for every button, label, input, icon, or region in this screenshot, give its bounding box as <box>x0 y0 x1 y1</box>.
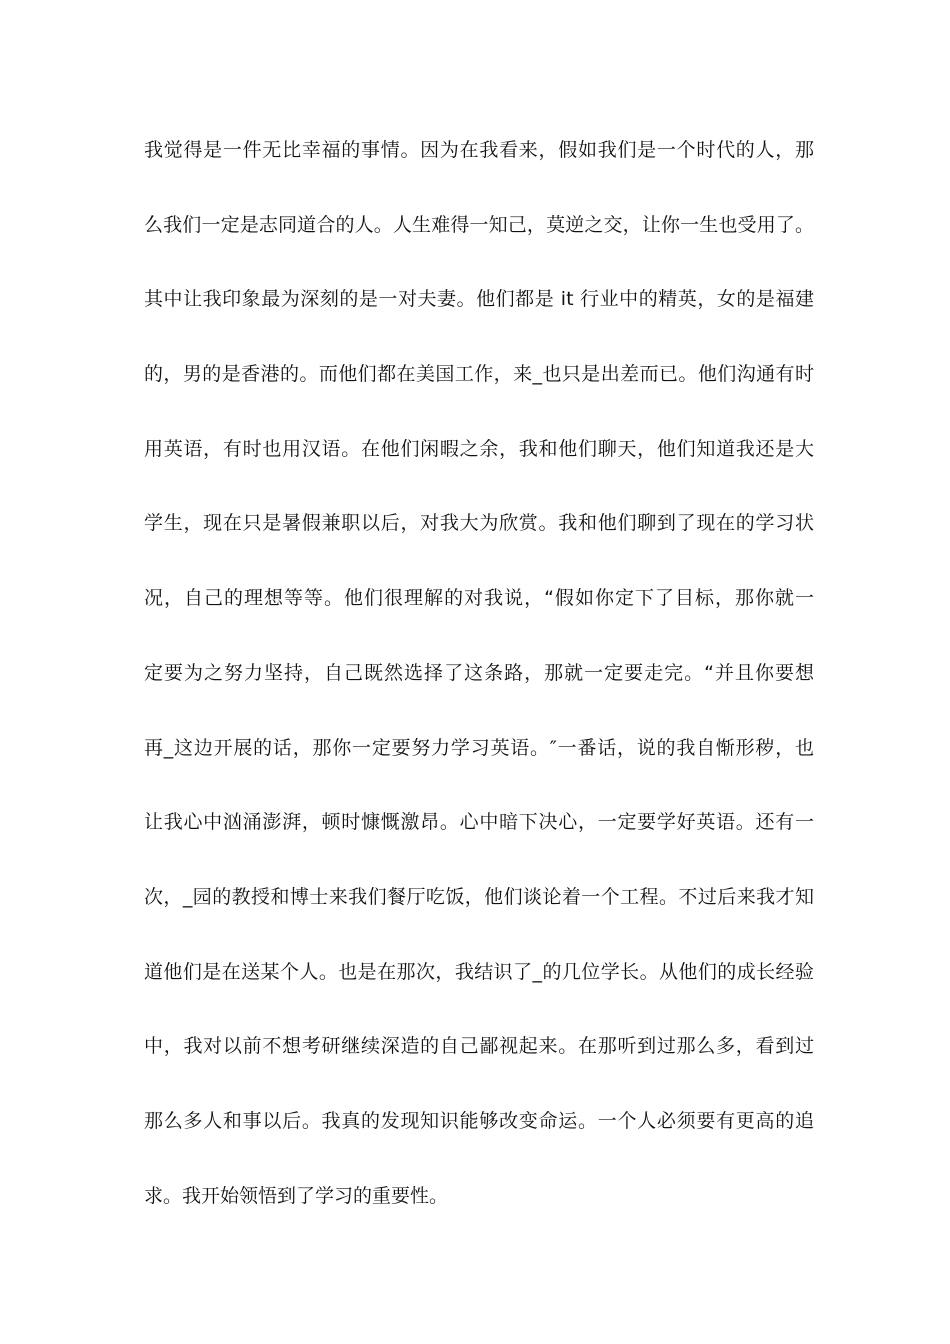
text-line: 次，_园的教授和博士来我们餐厅吃饭，他们谈论着一个工程。不过后来我才知 <box>144 885 814 908</box>
text-line: 道他们是在送某个人。也是在那次，我结识了_的几位学长。从他们的成长经验 <box>144 960 814 983</box>
text-line: 让我心中汹涌澎湃，顿时慷慨激昂。心中暗下决心，一定要学好英语。还有一 <box>144 811 814 834</box>
text-line: 的，男的是香港的。而他们都在美国工作，来_也只是出差而已。他们沟通有时 <box>144 363 814 386</box>
text-line: 求。我开始领悟到了学习的重要性。 <box>144 1184 449 1207</box>
text-line: 中，我对以前不想考研继续深造的自己鄙视起来。在那听到过那么多，看到过 <box>144 1035 814 1058</box>
text-line: 再_这边开展的话，那你一定要努力学习英语。″一番话，说的我自惭形秽，也 <box>144 736 814 759</box>
text-line: 定要为之努力坚持，自己既然选择了这条路，那就一定要走完。“并且你要想 <box>144 661 814 684</box>
text-line: 那么多人和事以后。我真的发现知识能够改变命运。一个人必须要有更高的追 <box>144 1109 814 1132</box>
text-line: 况，自己的理想等等。他们很理解的对我说，“假如你定下了目标，那你就一 <box>144 587 814 610</box>
text-line: 我觉得是一件无比幸福的事情。因为在我看来，假如我们是一个时代的人，那 <box>144 139 814 161</box>
text-line: 其中让我印象最为深刻的是一对夫妻。他们都是 it 行业中的精英，女的是福建 <box>144 288 814 311</box>
text-line: 么我们一定是志同道合的人。人生难得一知己，莫逆之交，让你一生也受用了。 <box>144 213 814 236</box>
text-line: 用英语，有时也用汉语。在他们闲暇之余，我和他们聊天，他们知道我还是大 <box>144 437 814 460</box>
text-line: 学生，现在只是暑假兼职以后，对我大为欣赏。我和他们聊到了现在的学习状 <box>144 512 814 535</box>
body-paragraph <box>144 128 814 1248</box>
